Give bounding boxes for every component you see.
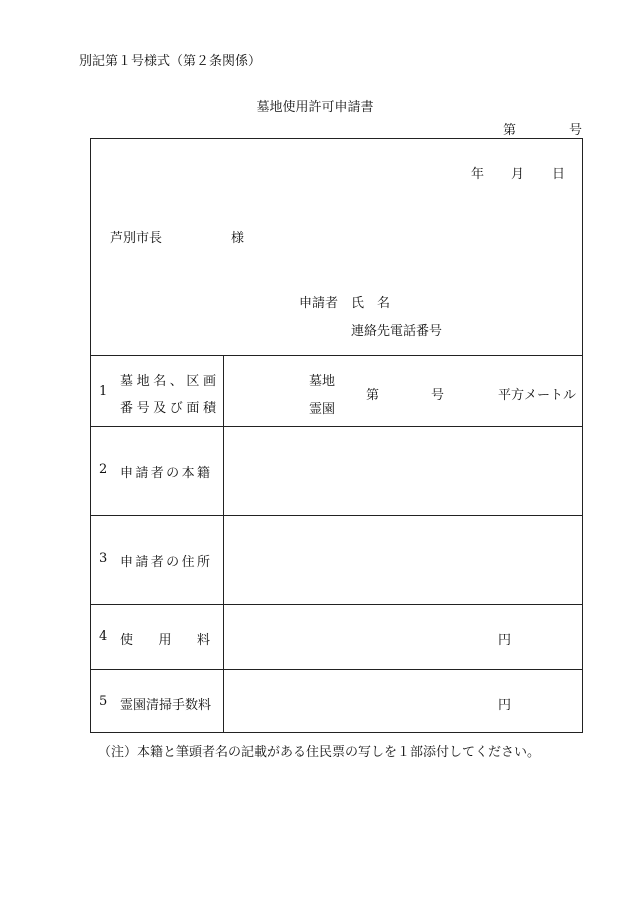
row1-unit: 平方メートル (498, 388, 577, 403)
row1-label-line1: 墓 地 名 、 区 画 (120, 374, 216, 389)
date-year: 年 (471, 167, 485, 182)
addressee-name: 芦別市長 (110, 231, 163, 246)
row3-number: 3 (99, 551, 108, 566)
row5-number: 5 (99, 694, 108, 709)
row3-label: 申 請 者 の 住 所 (120, 555, 210, 570)
row-divider (91, 426, 582, 427)
column-divider (223, 355, 224, 732)
row5-unit: 円 (498, 698, 512, 713)
application-form-table (90, 138, 583, 733)
row4-label: 使 用 料 (120, 633, 210, 648)
row-divider (91, 355, 582, 356)
date-month: 月 (511, 167, 525, 182)
row1-type-park-cemetery: 霊園 (309, 402, 336, 417)
date-day: 日 (552, 167, 566, 182)
row-divider (91, 669, 582, 670)
row1-type-cemetery: 墓地 (309, 374, 336, 389)
form-number: 別記第１号様式（第２条関係） (79, 54, 262, 69)
applicant-label: 申請者 (299, 296, 339, 311)
row4-number: 4 (99, 629, 108, 644)
doc-number-dai: 第 (503, 123, 517, 138)
row5-label: 霊園清掃手数料 (120, 698, 212, 713)
applicant-name-label: 氏 名 (351, 296, 391, 311)
applicant-contact-label: 連絡先電話番号 (351, 324, 443, 339)
addressee-honorific: 様 (231, 231, 245, 246)
footnote: （注）本籍と筆頭者名の記載がある住民票の写しを１部添付してください。 (98, 745, 541, 760)
document-title: 墓地使用許可申請書 (256, 100, 374, 115)
row1-number: 1 (99, 384, 108, 399)
row1-dai: 第 (366, 388, 380, 403)
row-divider (91, 515, 582, 516)
row2-number: 2 (99, 462, 108, 477)
row4-unit: 円 (498, 633, 512, 648)
row1-go: 号 (431, 388, 445, 403)
doc-number-go: 号 (569, 123, 583, 138)
row2-label: 申 請 者 の 本 籍 (120, 466, 210, 481)
row-divider (91, 604, 582, 605)
row1-label-line2: 番 号 及 び 面 積 (120, 401, 216, 416)
